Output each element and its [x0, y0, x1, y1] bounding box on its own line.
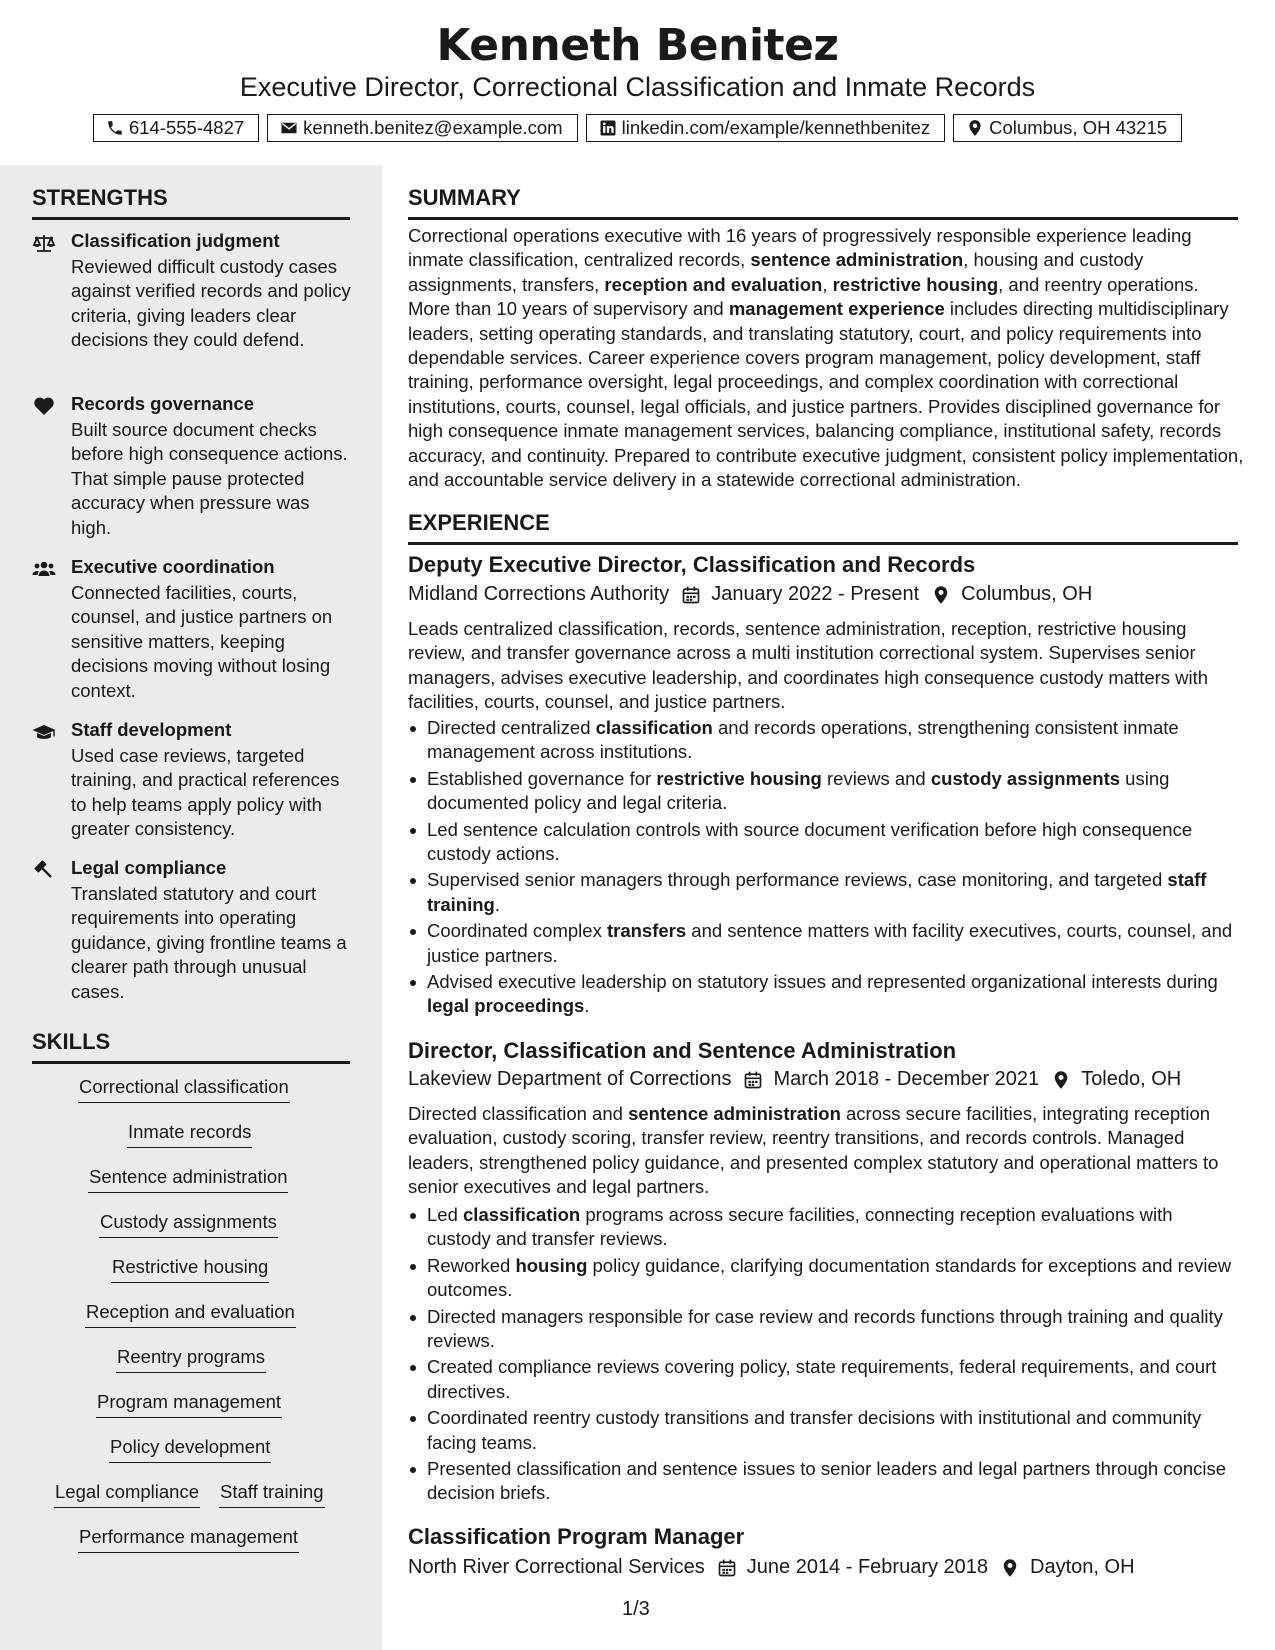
calendar-icon — [743, 1070, 763, 1090]
bullet-item: Directed managers responsible for case review and records functions through training and quality reviews. — [408, 1305, 1238, 1354]
job-description: Directed classification and sentence administration across secure facilities, integrating reception evaluation, custody scoring, transfer review, reentry transitions, and records controls. Managed leaders, strengthened policy guidance, and presented complex statutory and operational matters to senior executives and legal partners. — [408, 1103, 1219, 1198]
contact-email-text: kenneth.benitez@example.com — [303, 117, 563, 138]
strength-title: Records governance — [71, 393, 255, 414]
sidebar — [0, 165, 382, 1650]
contact-phone-text: 614-555-4827 — [128, 117, 245, 138]
job-meta — [408, 583, 1092, 606]
contact-location — [953, 114, 1182, 142]
strength-desc: Used case reviews, targeted training, and practical references to help teams apply policy with greater consistency. — [71, 745, 340, 840]
linkedin-icon — [599, 119, 617, 137]
skill-tag: Program management — [96, 1391, 282, 1418]
bullet-item: Coordinated complex transfers and sentence matters with facility executives, courts, counsel, and justice partners. — [408, 919, 1238, 968]
skills-heading: SKILLS — [32, 1029, 350, 1064]
map-pin-icon — [931, 585, 951, 605]
emphasis-text: classification — [595, 717, 713, 738]
map-pin-icon — [1051, 1070, 1071, 1090]
graduation-cap-icon — [32, 722, 56, 742]
strength-title: Staff development — [71, 719, 232, 740]
bullet-item: Presented classification and sentence issues to senior leaders and legal partners through concise decision briefs. — [408, 1457, 1238, 1506]
bullet-item: Created compliance reviews covering policy, state requirements, federal requirements, and court directives. — [408, 1355, 1238, 1404]
experience-heading: EXPERIENCE — [408, 510, 1238, 545]
strength-desc: Translated statutory and court requirements into operating guidance, giving frontline teams a clearer path through unusual cases. — [71, 883, 347, 1002]
summary-text: Correctional operations executive with 16 years of progressively responsible experience leading inmate classification, centralized records, sentence administration, housing and custody assignments, transfers, reception and evaluation, restrictive housing, and reentry operations. More than 10 years of supervisory and management experience includes directing multidisciplinary leaders, setting operating standards, and translating statutory, court, and policy requirements into dependable services. Career experience covers program management, policy development, staff training, performance oversight, legal proceedings, and complex coordination with correctional institutions, courts, counsel, legal officials, and justice partners. Provides disciplined governance for high consequence inmate management services, balancing compliance, institutional safety, records accuracy, and continuity. Prepared to contribute executive judgment, consistent policy implementation, and accountable service delivery in a statewide correctional administration. — [408, 225, 1244, 491]
contact-linkedin-text: linkedin.com/example/kennethbenitez — [621, 117, 931, 138]
job-company: North River Correctional Services — [408, 1556, 705, 1578]
contact-phone[interactable] — [93, 114, 259, 142]
skill-tag: Sentence administration — [88, 1166, 288, 1193]
strength-desc: Reviewed difficult custody cases against verified records and policy criteria, giving leaders clear decisions they could defend. — [71, 256, 351, 351]
emphasis-text: restrictive housing — [656, 767, 822, 789]
phone-icon — [106, 119, 124, 137]
bullet-item: Advised executive leadership on statutory issues and represented organizational interests during legal proceedings. — [408, 970, 1238, 1019]
bullet-item: Established governance for restrictive housing reviews and custody assignments using documented policy and legal criteria. — [408, 767, 1238, 816]
resume-header — [0, 0, 1275, 165]
contact-bar — [0, 114, 1275, 142]
skill-tag: Staff training — [219, 1481, 325, 1508]
strength-title: Legal compliance — [71, 857, 227, 878]
emphasis-text: restrictive housing — [832, 273, 999, 295]
job-bullets — [408, 1203, 1238, 1508]
job-location: Toledo, OH — [1081, 1068, 1182, 1090]
bullet-item: Coordinated reentry custody transitions and transfer decisions with institutional and community facing teams. — [408, 1406, 1238, 1455]
job-title: Director, Classification and Sentence Administration — [408, 1038, 957, 1063]
strength-desc: Built source document checks before high consequence actions. That simple pause protected accuracy when pressure was high. — [71, 419, 348, 538]
emphasis-text: custody assignments — [930, 767, 1121, 789]
emphasis-text: legal proceedings — [427, 995, 585, 1017]
job-company: Midland Corrections Authority — [408, 583, 670, 605]
bullet-item: Supervised senior managers through performance reviews, case monitoring, and targeted staff training. — [408, 868, 1238, 917]
job-location: Dayton, OH — [1030, 1556, 1135, 1578]
contact-location-text: Columbus, OH 43215 — [989, 117, 1168, 138]
contact-linkedin[interactable] — [586, 114, 946, 142]
skill-tag: Performance management — [78, 1526, 299, 1553]
job-title: Deputy Executive Director, Classification and Records — [408, 552, 976, 577]
calendar-icon — [717, 1558, 737, 1578]
map-pin-icon — [1000, 1558, 1020, 1578]
scale-icon — [32, 233, 56, 253]
job-title: Classification Program Manager — [408, 1524, 745, 1549]
bullet-item: Reworked housing policy guidance, clarifying documentation standards for exceptions and review outcomes. — [408, 1254, 1238, 1303]
skill-tag: Inmate records — [127, 1121, 252, 1148]
emphasis-text: management experience — [728, 298, 945, 320]
job-dates: January 2022 - Present — [711, 583, 920, 605]
emphasis-text: sentence administration — [750, 249, 964, 271]
skill-tag: Restrictive housing — [111, 1256, 269, 1283]
skill-tag: Policy development — [109, 1436, 271, 1463]
job-description: Leads centralized classification, records, sentence administration, reception, restrictive housing review, and transfer governance across a multi institution correctional system. Supervises senior managers, advises executive leadership, and coordinates high consequence custody matters with facilities, courts, counsel, and justice partners. — [408, 618, 1209, 713]
heart-icon — [32, 396, 56, 416]
strength-desc: Connected facilities, courts, counsel, and justice partners on sensitive matters, keeping decisions moving without losing context. — [71, 582, 333, 701]
strength-title: Classification judgment — [71, 230, 280, 251]
candidate-title: Executive Director, Correctional Classification and Inmate Records — [239, 72, 1036, 102]
map-pin-icon — [966, 119, 984, 137]
users-icon — [32, 559, 56, 579]
summary-heading: SUMMARY — [408, 185, 1238, 220]
bullet-item: Led sentence calculation controls with source document verification before high consequence custody actions. — [408, 818, 1238, 867]
envelope-icon — [280, 119, 298, 137]
strengths-heading: STRENGTHS — [32, 185, 350, 220]
emphasis-text: reception and evaluation — [604, 273, 823, 295]
job-location: Columbus, OH — [961, 583, 1093, 605]
contact-email[interactable] — [267, 114, 577, 142]
skill-tag: Legal compliance — [54, 1481, 200, 1508]
job-bullets — [408, 716, 1238, 1021]
job-meta — [408, 1556, 1135, 1579]
emphasis-text: sentence administration — [628, 1103, 841, 1124]
calendar-icon — [681, 585, 701, 605]
emphasis-text: classification — [463, 1204, 581, 1225]
emphasis-text: transfers — [606, 920, 687, 942]
bullet-item: Directed centralized classification and records operations, strengthening consistent inmate management across institutions. — [408, 716, 1238, 765]
emphasis-text: housing — [515, 1254, 588, 1276]
candidate-name: Kenneth Benitez — [436, 20, 839, 71]
job-meta — [408, 1068, 1181, 1091]
skill-tag: Reentry programs — [116, 1346, 266, 1373]
job-dates: June 2014 - February 2018 — [746, 1556, 989, 1578]
gavel-icon — [32, 860, 56, 880]
page-number: 1/3 — [622, 1598, 650, 1620]
skill-tag: Correctional classification — [78, 1076, 290, 1103]
skill-tag: Custody assignments — [99, 1211, 278, 1238]
skill-tag: Reception and evaluation — [85, 1301, 296, 1328]
emphasis-text: staff training — [427, 869, 1207, 915]
bullet-item: Led classification programs across secure facilities, connecting reception evaluations with custody and transfer reviews. — [408, 1203, 1238, 1252]
strength-title: Executive coordination — [71, 556, 275, 577]
job-dates: March 2018 - December 2021 — [773, 1068, 1040, 1090]
job-company: Lakeview Department of Corrections — [408, 1068, 732, 1090]
